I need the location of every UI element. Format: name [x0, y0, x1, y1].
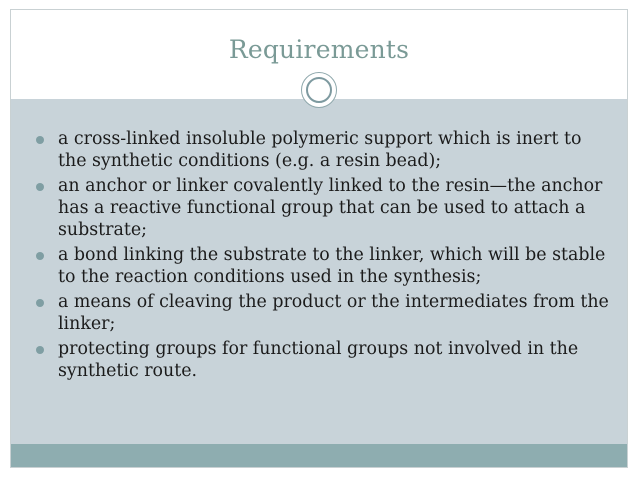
slide	[10, 9, 628, 468]
list-item	[35, 128, 615, 172]
bullet-text: a bond linking the substrate to the linker, which will be stable to the reaction conditions used in the synthesis;	[58, 245, 606, 287]
list-item	[35, 338, 615, 382]
bullet-dot-icon	[36, 299, 44, 307]
circle-inner-ring	[306, 77, 332, 103]
bullet-dot-icon	[36, 252, 44, 260]
slide-title: Requirements	[228, 35, 410, 64]
requirements-list	[35, 128, 615, 385]
bullet-dot-icon	[36, 346, 44, 354]
bullet-dot-icon	[36, 183, 44, 191]
bullet-dot-icon	[36, 136, 44, 144]
bullet-text: protecting groups for functional groups not involved in the synthetic route.	[58, 339, 579, 381]
bullet-text: a cross-linked insoluble polymeric support which is inert to the synthetic conditions (e.g. a resin bead);	[58, 129, 582, 171]
bullet-text: an anchor or linker covalently linked to the resin—the anchor has a reactive functional group that can be used to attach a substrate;	[58, 176, 603, 240]
bottom-band	[11, 444, 627, 467]
bullet-text: a means of cleaving the product or the intermediates from the linker;	[58, 292, 609, 334]
list-item	[35, 291, 615, 335]
list-item	[35, 244, 615, 288]
list-item	[35, 175, 615, 241]
double-circle-icon	[301, 72, 337, 108]
